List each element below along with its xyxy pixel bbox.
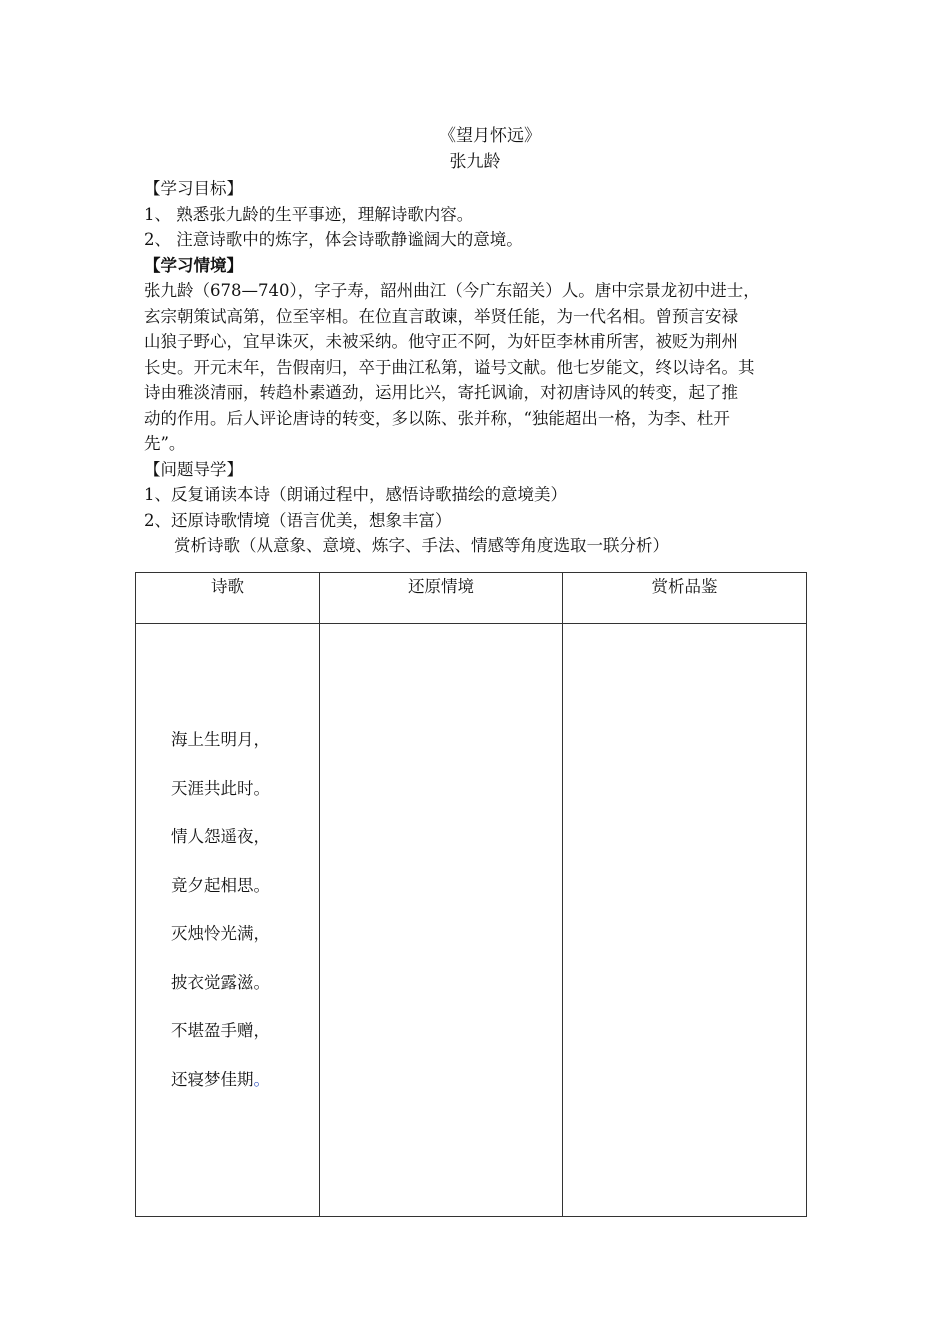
worksheet-body — [144, 176, 810, 559]
context-line: 先”。 — [144, 434, 186, 453]
restore-context-cell[interactable] — [320, 624, 563, 1217]
poem-cell — [136, 624, 320, 1217]
poem-line: 海上生明月， — [171, 730, 270, 749]
context-line: 玄宗朝策试高第，位至宰相。在位直言敢谏，举贤任能，为一代名相。曾预言安禄 — [144, 306, 738, 326]
appreciation-cell[interactable] — [563, 624, 807, 1217]
header-restore-context: 还原情境 — [320, 573, 563, 624]
table-header-row — [136, 573, 807, 624]
goal-item: 1、 熟悉张九龄的生平事迹，理解诗歌内容。 — [144, 204, 474, 224]
poem-line: 竟夕起相思。 — [171, 875, 270, 895]
guide-sub-item: 赏析诗歌（从意象、意境、炼字、手法、情感等角度选取一联分析） — [174, 536, 669, 555]
context-line: 动的作用。后人评论唐诗的转变，多以陈、张并称，“独能超出一格，为李、杜开 — [144, 408, 730, 428]
context-line: 山狼子野心，宜早诛灭，未被采纳。他守正不阿，为奸臣李林甫所害，被贬为荆州 — [144, 332, 738, 351]
guide-item: 1、反复诵读本诗（朗诵过程中，感悟诗歌描绘的意境美） — [144, 485, 567, 504]
poem-author: 张九龄 — [449, 152, 501, 172]
context-line: 张九龄（678—740），字子寿，韶州曲江（今广东韶关）人。唐中宗景龙初中进士， — [144, 281, 760, 300]
poem-line: 灭烛怜光满， — [171, 924, 270, 943]
guide-heading: 【问题导学】 — [144, 459, 243, 479]
context-line: 诗由雅淡清丽，转趋朴素遒劲，运用比兴，寄托讽谕，对初唐诗风的转变，起了推 — [144, 383, 738, 402]
poem-line: 天涯共此时。 — [171, 778, 270, 798]
poem-line: 披衣觉露滋。 — [171, 972, 270, 992]
goal-item: 2、 注意诗歌中的炼字，体会诗歌静谧阔大的意境。 — [144, 230, 523, 249]
context-line: 长史。开元末年，告假南归，卒于曲江私第，谥号文献。他七岁能文，终以诗名。其 — [144, 357, 755, 377]
goals-heading: 【学习目标】 — [144, 179, 243, 198]
poem-title: 《望月怀远》 — [439, 126, 541, 146]
poem-line: 情人怨遥夜， — [171, 827, 270, 846]
guide-item: 2、还原诗歌情境（语言优美，想象丰富） — [144, 510, 452, 530]
analysis-table — [135, 572, 807, 1217]
header-poem: 诗歌 — [136, 573, 320, 624]
table-body-row — [136, 624, 807, 1217]
poem-final-mark: 。 — [253, 1069, 270, 1089]
header-appreciation: 赏析品鉴 — [563, 573, 807, 624]
poem-text — [136, 624, 319, 1104]
poem-line-text: 还寝梦佳期 — [171, 1069, 254, 1089]
poem-last-line — [171, 1056, 319, 1105]
context-heading: 【学习情境】 — [144, 255, 243, 275]
poem-line: 不堪盈手赠， — [171, 1021, 270, 1040]
